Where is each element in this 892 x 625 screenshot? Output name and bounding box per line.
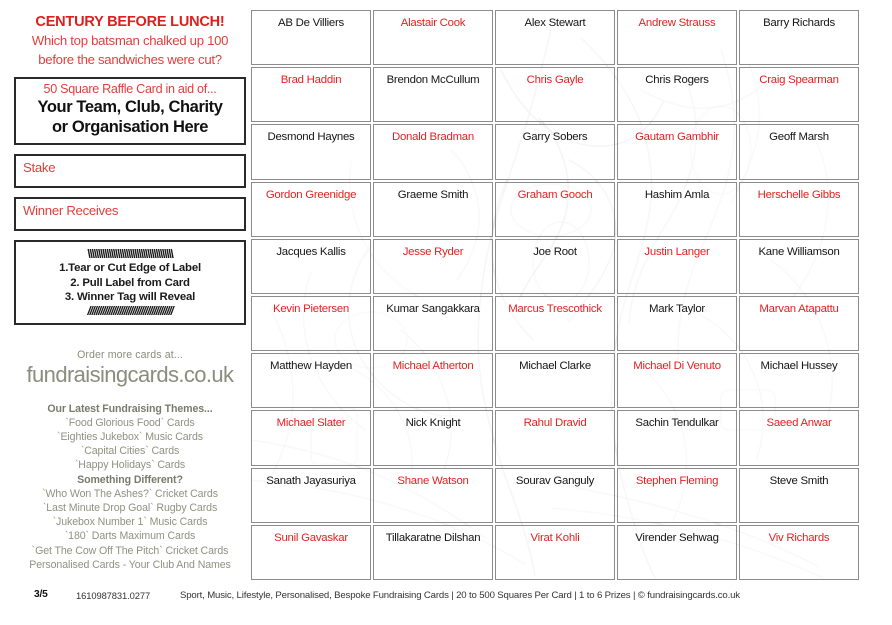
raffle-square[interactable] (251, 468, 371, 523)
raffle-square-label: Garry Sobers (522, 131, 588, 144)
raffle-square-label: Tillakaratne Dilshan (385, 531, 481, 544)
raffle-square-label: Michael Slater (276, 417, 346, 430)
theme-item: `Get The Cow Off The Pitch` Cricket Cards (31, 544, 229, 557)
raffle-square-label: Viv Richards (768, 531, 830, 544)
charity-box-caption: 50 Square Raffle Card in aid of... (43, 82, 217, 96)
raffle-square[interactable] (373, 124, 493, 179)
raffle-square-label: Sachin Tendulkar (635, 417, 719, 430)
theme-item: `Happy Holidays` Cards (74, 459, 186, 472)
raffle-square-label: Kumar Sangakkara (386, 303, 480, 315)
raffle-square-label: Saeed Anwar (766, 417, 832, 430)
raffle-square[interactable] (617, 410, 737, 465)
footer-tagline: Sport, Music, Lifestyle, Personalised, Bespoke Fundraising Cards | 20 to 500 Squares Per Card | 1 to 6 Prizes | © fundraisingcards.co.uk (180, 590, 740, 601)
raffle-square[interactable] (739, 182, 859, 237)
raffle-squares-grid (251, 10, 859, 580)
charity-name-line-2: or Organisation Here (51, 118, 209, 136)
order-more-block (14, 349, 246, 388)
raffle-square-label: Alex Stewart (524, 17, 586, 29)
raffle-square[interactable] (373, 353, 493, 408)
raffle-square-label: Kevin Pietersen (272, 303, 350, 315)
raffle-square[interactable] (617, 468, 737, 523)
raffle-square[interactable] (617, 67, 737, 122)
theme-item: `Eighties Jukebox` Music Cards (57, 430, 203, 443)
headline-subtitle-line-2: before the sandwiches were cut? (38, 51, 222, 67)
raffle-square[interactable] (495, 525, 615, 580)
raffle-square[interactable] (251, 124, 371, 179)
theme-item: `Food Glorious Food` Cards (65, 416, 195, 429)
winner-receives-label: Winner Receives (23, 203, 119, 218)
raffle-square-label: Steve Smith (769, 474, 829, 487)
left-panel (14, 10, 246, 570)
raffle-square[interactable] (495, 182, 615, 237)
instructions-box (14, 240, 246, 325)
stake-label: Stake (23, 160, 56, 175)
raffle-square[interactable] (373, 410, 493, 465)
stake-field[interactable] (14, 154, 246, 188)
theme-item: `Last Minute Drop Goal` Rugby Cards (42, 501, 218, 514)
raffle-square-label: AB De Villiers (278, 17, 344, 29)
theme-item: `Capital Cities` Cards (80, 445, 180, 458)
raffle-square-label: Stephen Fleming (635, 474, 719, 487)
raffle-square-label: Sanath Jayasuriya (266, 474, 356, 487)
raffle-square[interactable] (739, 410, 859, 465)
raffle-square[interactable] (251, 10, 371, 65)
raffle-square[interactable] (739, 67, 859, 122)
raffle-square[interactable] (739, 353, 859, 408)
raffle-square[interactable] (617, 296, 737, 351)
charity-name-box[interactable] (14, 77, 246, 145)
raffle-square-label: Justin Langer (644, 245, 710, 258)
raffle-square-label: Virender Sehwag (635, 531, 719, 544)
raffle-square-label: Sunil Gavaskar (274, 531, 348, 544)
raffle-square[interactable] (373, 182, 493, 237)
raffle-square-label: Michael Di Venuto (633, 360, 721, 373)
raffle-square[interactable] (373, 525, 493, 580)
theme-item: `Who Won The Ashes?` Cricket Cards (42, 487, 218, 500)
raffle-square-label: Andrew Strauss (638, 17, 716, 29)
raffle-square-label: Desmond Haynes (267, 131, 355, 144)
footer (0, 588, 892, 608)
raffle-square-label: Alastair Cook (400, 17, 466, 29)
raffle-square-label: Hashim Amla (644, 188, 710, 201)
raffle-square[interactable] (251, 410, 371, 465)
raffle-square-label: Marcus Trescothick (508, 303, 602, 315)
raffle-square[interactable] (373, 239, 493, 294)
raffle-square[interactable] (495, 353, 615, 408)
raffle-square[interactable] (495, 67, 615, 122)
raffle-square-label: Jacques Kallis (276, 245, 346, 258)
raffle-square[interactable] (495, 468, 615, 523)
charity-name-line-1: Your Team, Club, Charity (37, 98, 223, 116)
headline-subtitle-line-1: Which top batsman chalked up 100 (31, 33, 229, 48)
raffle-square-label: Barry Richards (763, 17, 835, 29)
raffle-square-label: Virat Kohli (530, 531, 580, 544)
raffle-square-label: Gordon Greenidge (265, 188, 357, 201)
raffle-square-label: Graeme Smith (397, 188, 469, 201)
raffle-square[interactable] (373, 468, 493, 523)
raffle-square[interactable] (495, 10, 615, 65)
raffle-square[interactable] (373, 296, 493, 351)
raffle-square-label: Michael Atherton (392, 360, 474, 373)
tear-line-bottom-icon: //////////////////////////////////////// (87, 303, 173, 318)
raffle-square-label: Graham Gooch (517, 188, 593, 201)
raffle-square[interactable] (495, 410, 615, 465)
raffle-square-label: Herschelle Gibbs (757, 188, 841, 201)
raffle-square-label: Geoff Marsh (769, 131, 829, 144)
raffle-square[interactable] (617, 353, 737, 408)
raffle-square-label: Kane Williamson (758, 245, 840, 258)
website-url[interactable]: fundraisingcards.co.uk (26, 361, 234, 387)
raffle-square[interactable] (495, 296, 615, 351)
raffle-square-label: Joe Root (533, 245, 577, 258)
raffle-square[interactable] (251, 239, 371, 294)
raffle-square-label: Gautam Gambhir (635, 131, 719, 144)
raffle-square[interactable] (495, 124, 615, 179)
raffle-square-label: Sourav Ganguly (515, 474, 595, 487)
themes-heading-latest: Our Latest Fundraising Themes... (47, 402, 213, 415)
page-number: 3/5 (34, 589, 48, 600)
raffle-square[interactable] (617, 10, 737, 65)
raffle-square[interactable] (251, 182, 371, 237)
raffle-square[interactable] (251, 353, 371, 408)
raffle-square-label: Rahul Dravid (523, 417, 587, 430)
raffle-square[interactable] (739, 124, 859, 179)
theme-item: Personalised Cards - Your Club And Names (29, 558, 231, 571)
theme-item: `180` Darts Maximum Cards (64, 530, 196, 543)
raffle-square-label: Brad Haddin (280, 74, 342, 87)
raffle-square[interactable] (251, 525, 371, 580)
raffle-square[interactable] (739, 239, 859, 294)
raffle-square[interactable] (495, 239, 615, 294)
raffle-square[interactable] (617, 124, 737, 179)
raffle-square-label: Matthew Hayden (270, 360, 352, 373)
raffle-square-label: Michael Clarke (519, 360, 591, 373)
raffle-square-label: Craig Spearman (759, 74, 839, 87)
instruction-step-3: 3. Winner Tag will Reveal (64, 291, 196, 303)
raffle-square-label: Brendon McCullum (386, 74, 480, 87)
themes-block (14, 402, 246, 572)
tear-line-top-icon: \\\\\\\\\\\\\\\\\\\\\\\\\\\\\\\\\\\\\\\\ (87, 247, 173, 261)
raffle-square[interactable] (373, 10, 493, 65)
raffle-square-label: Jesse Ryder (402, 245, 464, 258)
raffle-square-label: Nick Knight (405, 417, 461, 430)
raffle-square[interactable] (617, 239, 737, 294)
raffle-square[interactable] (373, 67, 493, 122)
raffle-square-label: Shane Watson (397, 474, 469, 487)
instruction-step-2: 2. Pull Label from Card (70, 276, 190, 289)
raffle-square[interactable] (617, 525, 737, 580)
instruction-step-1: 1.Tear or Cut Edge of Label (59, 262, 201, 274)
order-more-caption: Order more cards at... (77, 348, 183, 361)
raffle-square-label: Marvan Atapattu (759, 303, 839, 315)
raffle-square-label: Chris Gayle (526, 74, 584, 87)
raffle-square[interactable] (739, 10, 859, 65)
raffle-square-label: Michael Hussey (760, 360, 838, 373)
card-reference-number: 1610987831.0277 (76, 590, 151, 601)
raffle-square[interactable] (251, 67, 371, 122)
raffle-square[interactable] (739, 525, 859, 580)
winner-receives-field[interactable] (14, 197, 246, 231)
headline-block (14, 10, 246, 68)
raffle-square[interactable] (617, 182, 737, 237)
raffle-square[interactable] (739, 296, 859, 351)
theme-item: `Jukebox Number 1` Music Cards (52, 516, 208, 529)
raffle-square[interactable] (251, 296, 371, 351)
raffle-square-label: Donald Bradman (392, 131, 474, 144)
raffle-square-label: Mark Taylor (649, 303, 705, 315)
raffle-square[interactable] (739, 468, 859, 523)
headline-title: CENTURY BEFORE LUNCH! (35, 14, 225, 30)
raffle-square-label: Chris Rogers (645, 74, 709, 87)
themes-heading-different: Something Different? (77, 473, 183, 486)
